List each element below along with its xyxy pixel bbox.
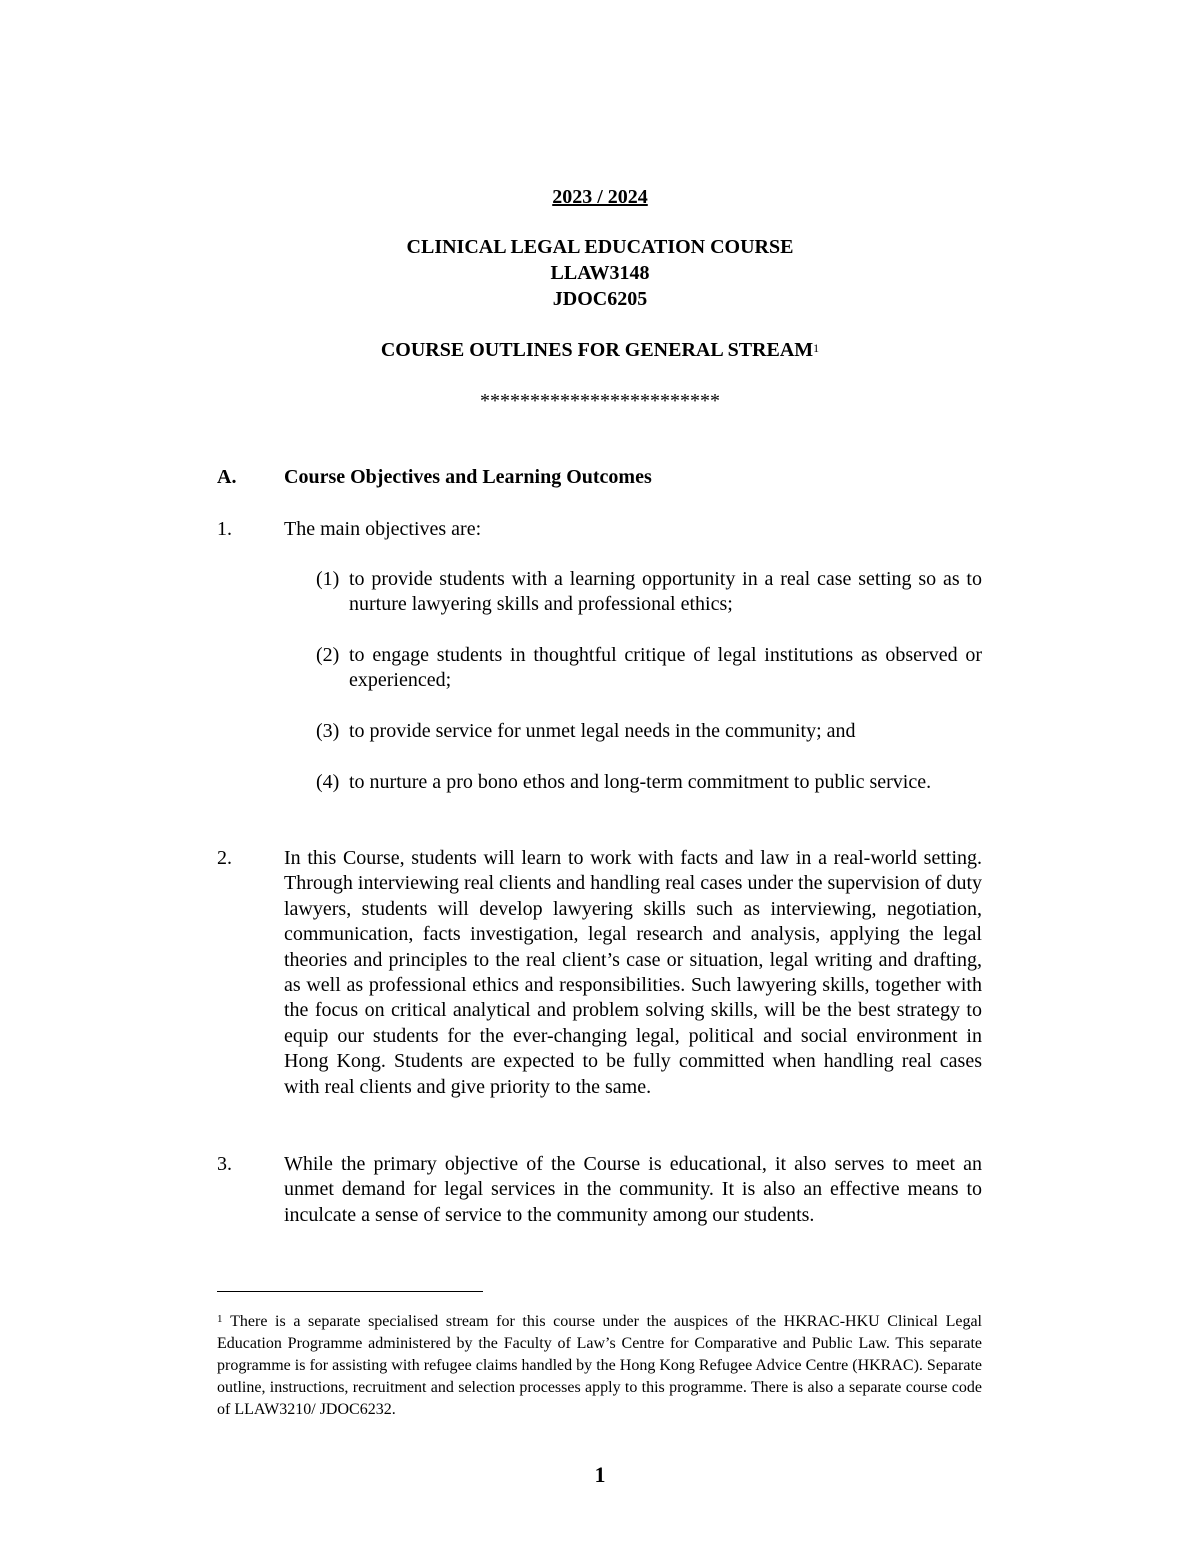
footnote xyxy=(217,1311,982,1421)
paragraph-2-number: 2. xyxy=(217,847,232,869)
separator-stars: ************************ xyxy=(480,390,720,412)
objective-item-2-text: to engage students in thoughtful critique of legal institutions as observed or experienced; xyxy=(349,644,982,692)
academic-year-text: 2023 / 2024 xyxy=(552,186,648,208)
academic-year xyxy=(0,184,1200,210)
objective-item-1-number: (1) xyxy=(316,568,340,590)
section-title: Course Objectives and Learning Outcomes xyxy=(284,466,652,488)
objective-item-3-number: (3) xyxy=(316,720,340,742)
paragraph-2-text: In this Course, students will learn to work with facts and law in a real-world setting. Through interviewing real clients and handling real cases under the supervision of duty lawyers, students will develop lawyering skills such as interviewing, negotiation, communication, facts investigation, legal research and analysis, applying the legal theories and principles to the real client’s case or situation, legal writing and drafting, as well as professional ethics and responsibilities. Such lawyering skills, together with the focus on critical analytical and problem solving skills, will be the best strategy to equip our students for the ever-changing legal, political and social environment in Hong Kong. Students are expected to be fully committed when handling real cases with real clients and give priority to the same. xyxy=(284,847,982,1098)
paragraph-3-text: While the primary objective of the Course is educational, it also serves to meet an unmet demand for legal services in the community. It is also an effective means to inculcate a sense of service to the community among our students. xyxy=(284,1153,982,1226)
objective-item-4-number: (4) xyxy=(316,771,340,793)
course-code-2: JDOC6205 xyxy=(552,288,648,310)
objective-item-4 xyxy=(316,770,982,795)
paragraph-1-number: 1. xyxy=(217,518,232,540)
paragraph-3-number: 3. xyxy=(217,1153,232,1175)
objective-item-2-number: (2) xyxy=(316,644,340,666)
objective-item-1-text: to provide students with a learning opportunity in a real case setting so as to nurture lawyering skills and professional ethics; xyxy=(349,568,982,616)
course-code-1: LLAW3148 xyxy=(550,262,650,284)
page-number: 1 xyxy=(594,1462,606,1487)
outline-title-text: COURSE OUTLINES FOR GENERAL STREAM xyxy=(380,339,814,361)
objective-item-3-text: to provide service for unmet legal needs in the community; and xyxy=(349,720,856,742)
objective-item-2 xyxy=(316,643,982,694)
objective-item-1 xyxy=(316,567,982,618)
footnote-divider xyxy=(217,1291,483,1292)
footnote-text: There is a separate specialised stream for this course under the auspices of the HKRAC-HKU Clinical Legal Education Programme administered by the Faculty of Law’s Centre for Comparative and Public Law. This separate programme is for assisting with refugee claims handled by the Hong Kong Refugee Advice Centre (HKRAC). Separate outline, instructions, recruitment and selection processes apply to this programme. There is also a separate course code of LLAW3210/ JDOC6232. xyxy=(217,1313,982,1418)
course-title: CLINICAL LEGAL EDUCATION COURSE xyxy=(406,236,794,258)
outline-title xyxy=(0,337,1200,363)
objective-item-4-text: to nurture a pro bono ethos and long-term commitment to public service. xyxy=(349,771,932,793)
objective-item-3 xyxy=(316,719,982,744)
footnote-marker: 1 xyxy=(217,1313,223,1325)
paragraph-1-text: The main objectives are: xyxy=(284,518,482,540)
section-letter: A. xyxy=(217,466,237,488)
footnote-reference: 1 xyxy=(813,341,820,355)
